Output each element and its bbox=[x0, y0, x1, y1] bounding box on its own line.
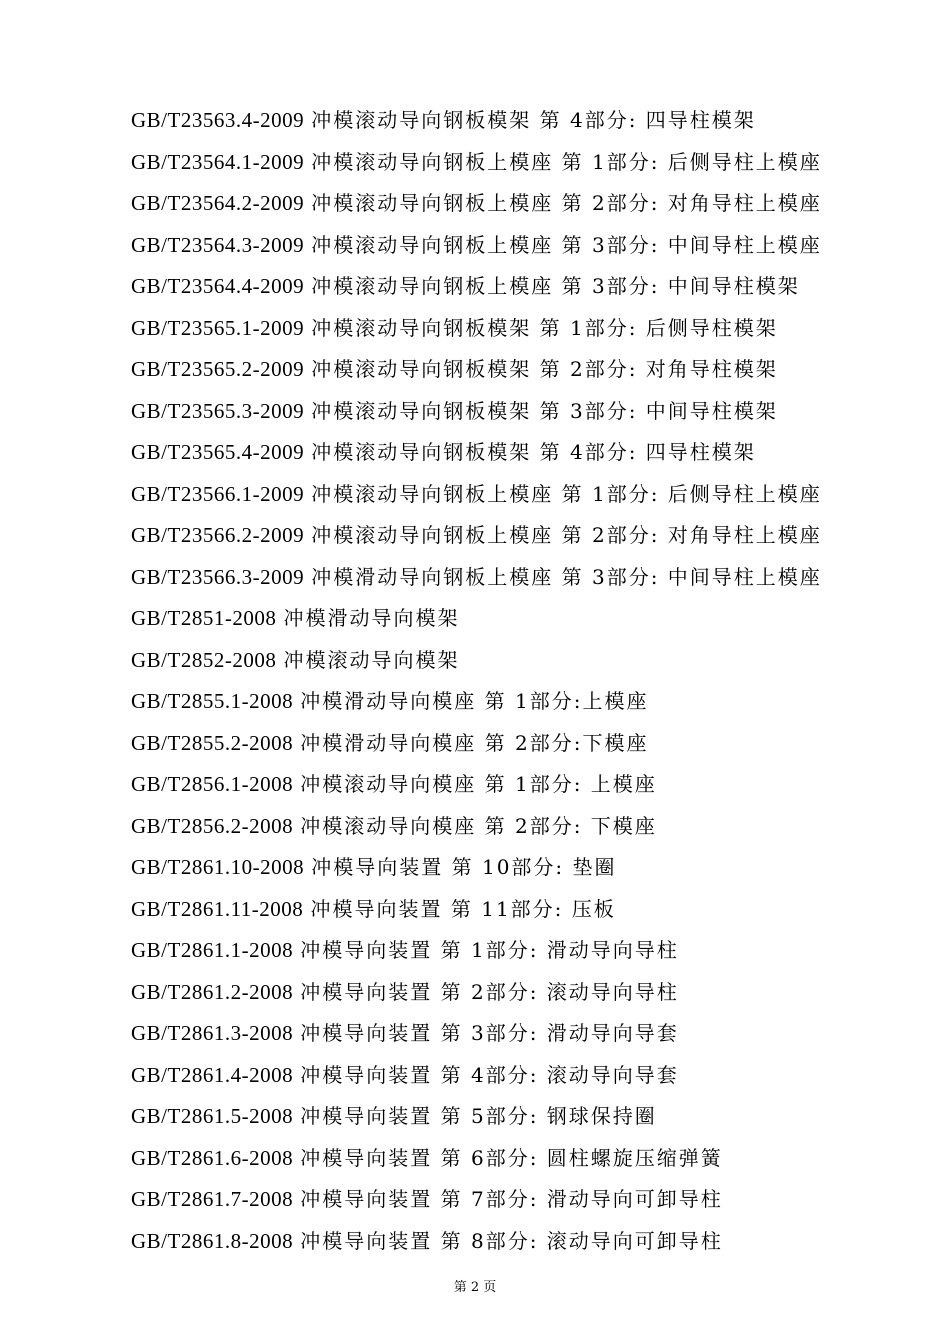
standard-entry bbox=[131, 930, 931, 972]
standard-code: GB/T2861.4-2008 bbox=[131, 1062, 294, 1087]
standard-code: GB/T2861.10-2008 bbox=[131, 855, 305, 879]
standard-entry bbox=[131, 681, 931, 723]
standard-title: 冲模滚动导向钢板上模座 第 2部分: 对角导柱上模座 bbox=[311, 523, 822, 547]
standard-code: GB/T23565.2-2009 bbox=[131, 357, 305, 381]
standard-title: 冲模导向装置 第 4部分: 滚动导向导套 bbox=[300, 1062, 679, 1087]
standard-entry bbox=[131, 266, 931, 308]
standard-title: 冲模滑动导向模座 第 2部分:下模座 bbox=[300, 730, 649, 755]
standard-entry bbox=[131, 1179, 931, 1221]
standard-code: GB/T23565.4-2009 bbox=[131, 440, 305, 464]
standard-entry bbox=[131, 225, 931, 267]
standard-code: GB/T23566.2-2009 bbox=[131, 523, 305, 547]
standard-code: GB/T2861.6-2008 bbox=[131, 1145, 294, 1170]
standard-title: 冲模滑动导向模架 bbox=[283, 606, 460, 630]
standard-code: GB/T2861.11-2008 bbox=[131, 896, 304, 921]
standard-entry bbox=[131, 806, 931, 848]
standard-code: GB/T2861.1-2008 bbox=[131, 938, 294, 962]
standard-entry bbox=[131, 308, 931, 350]
standard-code: GB/T23566.3-2009 bbox=[131, 564, 305, 589]
standard-title: 冲模滚动导向钢板模架 第 1部分: 后侧导柱模架 bbox=[311, 315, 778, 340]
standard-entry bbox=[131, 1013, 931, 1055]
standard-code: GB/T2851-2008 bbox=[131, 606, 277, 630]
standard-entry bbox=[131, 972, 931, 1014]
standard-title: 冲模滚动导向钢板模架 第 4部分: 四导柱模架 bbox=[311, 440, 756, 464]
standard-entry bbox=[131, 1221, 931, 1263]
standard-entry bbox=[131, 640, 931, 682]
standard-title: 冲模滚动导向钢板上模座 第 3部分: 中间导柱上模座 bbox=[311, 232, 822, 257]
standard-entry bbox=[131, 142, 931, 184]
standard-code: GB/T23566.1-2009 bbox=[131, 481, 305, 506]
standard-entry bbox=[131, 1096, 931, 1138]
standard-code: GB/T2852-2008 bbox=[131, 647, 277, 672]
standard-entry bbox=[131, 764, 931, 806]
page-number: 第 2 页 bbox=[453, 1280, 497, 1295]
standard-title: 冲模滚动导向钢板上模座 第 1部分: 后侧导柱上模座 bbox=[311, 481, 822, 506]
standard-title: 冲模滚动导向钢板模架 第 2部分: 对角导柱模架 bbox=[311, 357, 778, 381]
standard-title: 冲模滚动导向模座 第 2部分: 下模座 bbox=[300, 813, 657, 838]
standards-list bbox=[131, 100, 931, 1262]
standard-title: 冲模导向装置 第 11部分: 压板 bbox=[310, 896, 616, 921]
standard-title: 冲模滚动导向模座 第 1部分: 上模座 bbox=[300, 772, 657, 796]
standard-title: 冲模滚动导向钢板上模座 第 3部分: 中间导柱模架 bbox=[311, 274, 800, 298]
standard-title: 冲模导向装置 第 1部分: 滑动导向导柱 bbox=[300, 938, 679, 962]
standard-title: 冲模导向装置 第 6部分: 圆柱螺旋压缩弹簧 bbox=[300, 1145, 723, 1170]
standard-code: GB/T2861.2-2008 bbox=[131, 979, 294, 1004]
standard-code: GB/T23564.1-2009 bbox=[131, 149, 305, 174]
standard-code: GB/T23565.3-2009 bbox=[131, 398, 305, 423]
standard-entry bbox=[131, 557, 931, 599]
standard-entry bbox=[131, 391, 931, 433]
standard-title: 冲模导向装置 第 8部分: 滚动导向可卸导柱 bbox=[300, 1228, 723, 1253]
standard-title: 冲模导向装置 第 3部分: 滑动导向导套 bbox=[300, 1021, 679, 1045]
standard-code: GB/T2861.7-2008 bbox=[131, 1187, 294, 1211]
standard-title: 冲模滑动导向模座 第 1部分:上模座 bbox=[300, 689, 649, 713]
standard-code: GB/T23564.3-2009 bbox=[131, 232, 305, 257]
standard-entry bbox=[131, 432, 931, 474]
standard-code: GB/T23563.4-2009 bbox=[131, 108, 305, 132]
standard-code: GB/T23564.4-2009 bbox=[131, 274, 305, 298]
standard-title: 冲模导向装置 第 2部分: 滚动导向导柱 bbox=[300, 979, 679, 1004]
standard-title: 冲模滚动导向钢板上模座 第 2部分: 对角导柱上模座 bbox=[311, 191, 822, 215]
standard-title: 冲模滑动导向钢板上模座 第 3部分: 中间导柱上模座 bbox=[311, 564, 822, 589]
standard-title: 冲模滚动导向钢板上模座 第 1部分: 后侧导柱上模座 bbox=[311, 149, 822, 174]
standard-entry bbox=[131, 1055, 931, 1097]
standard-title: 冲模导向装置 第 7部分: 滑动导向可卸导柱 bbox=[300, 1187, 723, 1211]
standard-code: GB/T2856.2-2008 bbox=[131, 813, 294, 838]
standard-entry bbox=[131, 847, 931, 889]
standard-title: 冲模滚动导向钢板模架 第 4部分: 四导柱模架 bbox=[311, 108, 756, 132]
standard-title: 冲模导向装置 第 5部分: 钢球保持圈 bbox=[300, 1104, 657, 1128]
standard-title: 冲模导向装置 第 10部分: 垫圈 bbox=[311, 855, 617, 879]
standard-code: GB/T23564.2-2009 bbox=[131, 191, 305, 215]
standard-code: GB/T2856.1-2008 bbox=[131, 772, 294, 796]
standard-entry bbox=[131, 100, 931, 142]
standard-code: GB/T2855.1-2008 bbox=[131, 689, 294, 713]
standard-entry bbox=[131, 349, 931, 391]
standard-code: GB/T2861.8-2008 bbox=[131, 1228, 294, 1253]
standard-title: 冲模滚动导向模架 bbox=[283, 647, 460, 672]
standard-code: GB/T23565.1-2009 bbox=[131, 315, 305, 340]
standard-code: GB/T2855.2-2008 bbox=[131, 730, 294, 755]
standard-title: 冲模滚动导向钢板模架 第 3部分: 中间导柱模架 bbox=[311, 398, 778, 423]
standard-code: GB/T2861.5-2008 bbox=[131, 1104, 294, 1128]
standard-entry bbox=[131, 474, 931, 516]
standard-entry bbox=[131, 598, 931, 640]
standard-entry bbox=[131, 183, 931, 225]
standard-entry bbox=[131, 1138, 931, 1180]
standard-entry bbox=[131, 723, 931, 765]
standard-entry bbox=[131, 515, 931, 557]
standard-entry bbox=[131, 889, 931, 931]
standard-code: GB/T2861.3-2008 bbox=[131, 1021, 294, 1045]
